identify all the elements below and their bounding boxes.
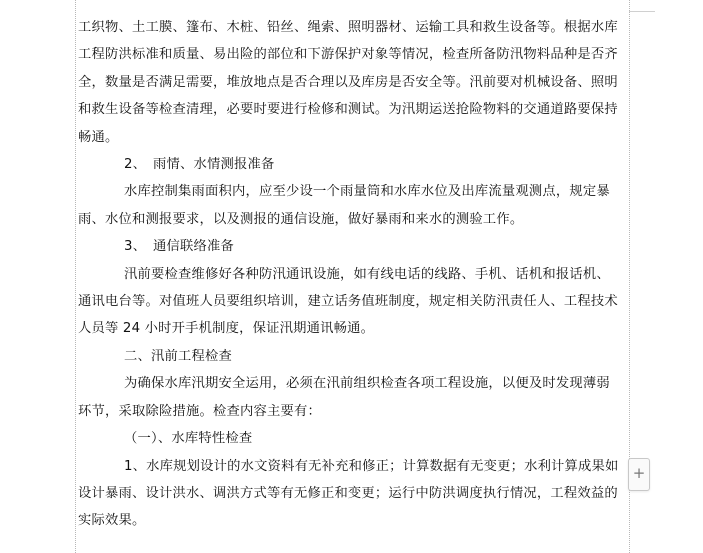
text-line: 工程防洪标准和质量、易出险的部位和下游保护对象等情况，检查所备防汛物料品种是否齐 <box>78 47 618 63</box>
text-line: 1、水库规划设计的水文资料有无补充和修正；计算数据有无变更；水利计算成果如 <box>124 458 619 474</box>
section-heading: 2、 雨情、水情测报准备 <box>124 157 275 173</box>
text-line: 为确保水库汛期安全运用，必须在汛前组织检查各项工程设施，以便及时发现薄弱 <box>124 376 610 392</box>
text-line: 人员等 24 小时开手机制度，保证汛期通讯畅通。 <box>78 321 375 337</box>
add-content-button[interactable]: + <box>628 458 650 491</box>
text-line: 环节，采取除险措施。检查内容主要有： <box>78 403 321 419</box>
text-line: 和救生设备等检查清理，必要时要进行检修和测试。为汛期运送抢险物料的交通道路要保持 <box>78 102 618 118</box>
text-line: 水库控制集雨面积内，应至少设一个雨量筒和水库水位及出库流量观测点，规定暴 <box>124 184 610 200</box>
left-margin-guide <box>75 0 76 553</box>
page-corner-mark <box>629 11 655 12</box>
text-line: 畅通。 <box>78 129 119 145</box>
section-heading: 3、 通信联络准备 <box>124 239 234 255</box>
document-body[interactable] <box>78 14 633 535</box>
text-line: 通讯电台等。对值班人员要组织培训，建立话务值班制度，规定相关防汛责任人、工程技术 <box>78 294 618 310</box>
text-line: 汛前要检查维修好各种防汛通讯设施，如有线电话的线路、手机、话机和报话机、 <box>124 266 610 282</box>
text-line: 全，数量是否满足需要，堆放地点是否合理以及库房是否安全等。汛前要对机械设备、照明 <box>78 74 618 90</box>
section-heading: 二、汛前工程检查 <box>124 348 232 364</box>
section-heading: （一）、水库特性检查 <box>124 431 253 447</box>
text-line: 设计暴雨、设计洪水、调洪方式等有无修正和变更；运行中防洪调度执行情况，工程效益的 <box>78 485 618 501</box>
text-line: 雨、水位和测报要求，以及测报的通信设施，做好暴雨和来水的测验工作。 <box>78 211 524 227</box>
text-line: 工织物、土工膜、篷布、木桩、铅丝、绳索、照明器材、运输工具和救生设备等。根据水库 <box>78 20 618 35</box>
text-line: 实际效果。 <box>78 513 146 529</box>
